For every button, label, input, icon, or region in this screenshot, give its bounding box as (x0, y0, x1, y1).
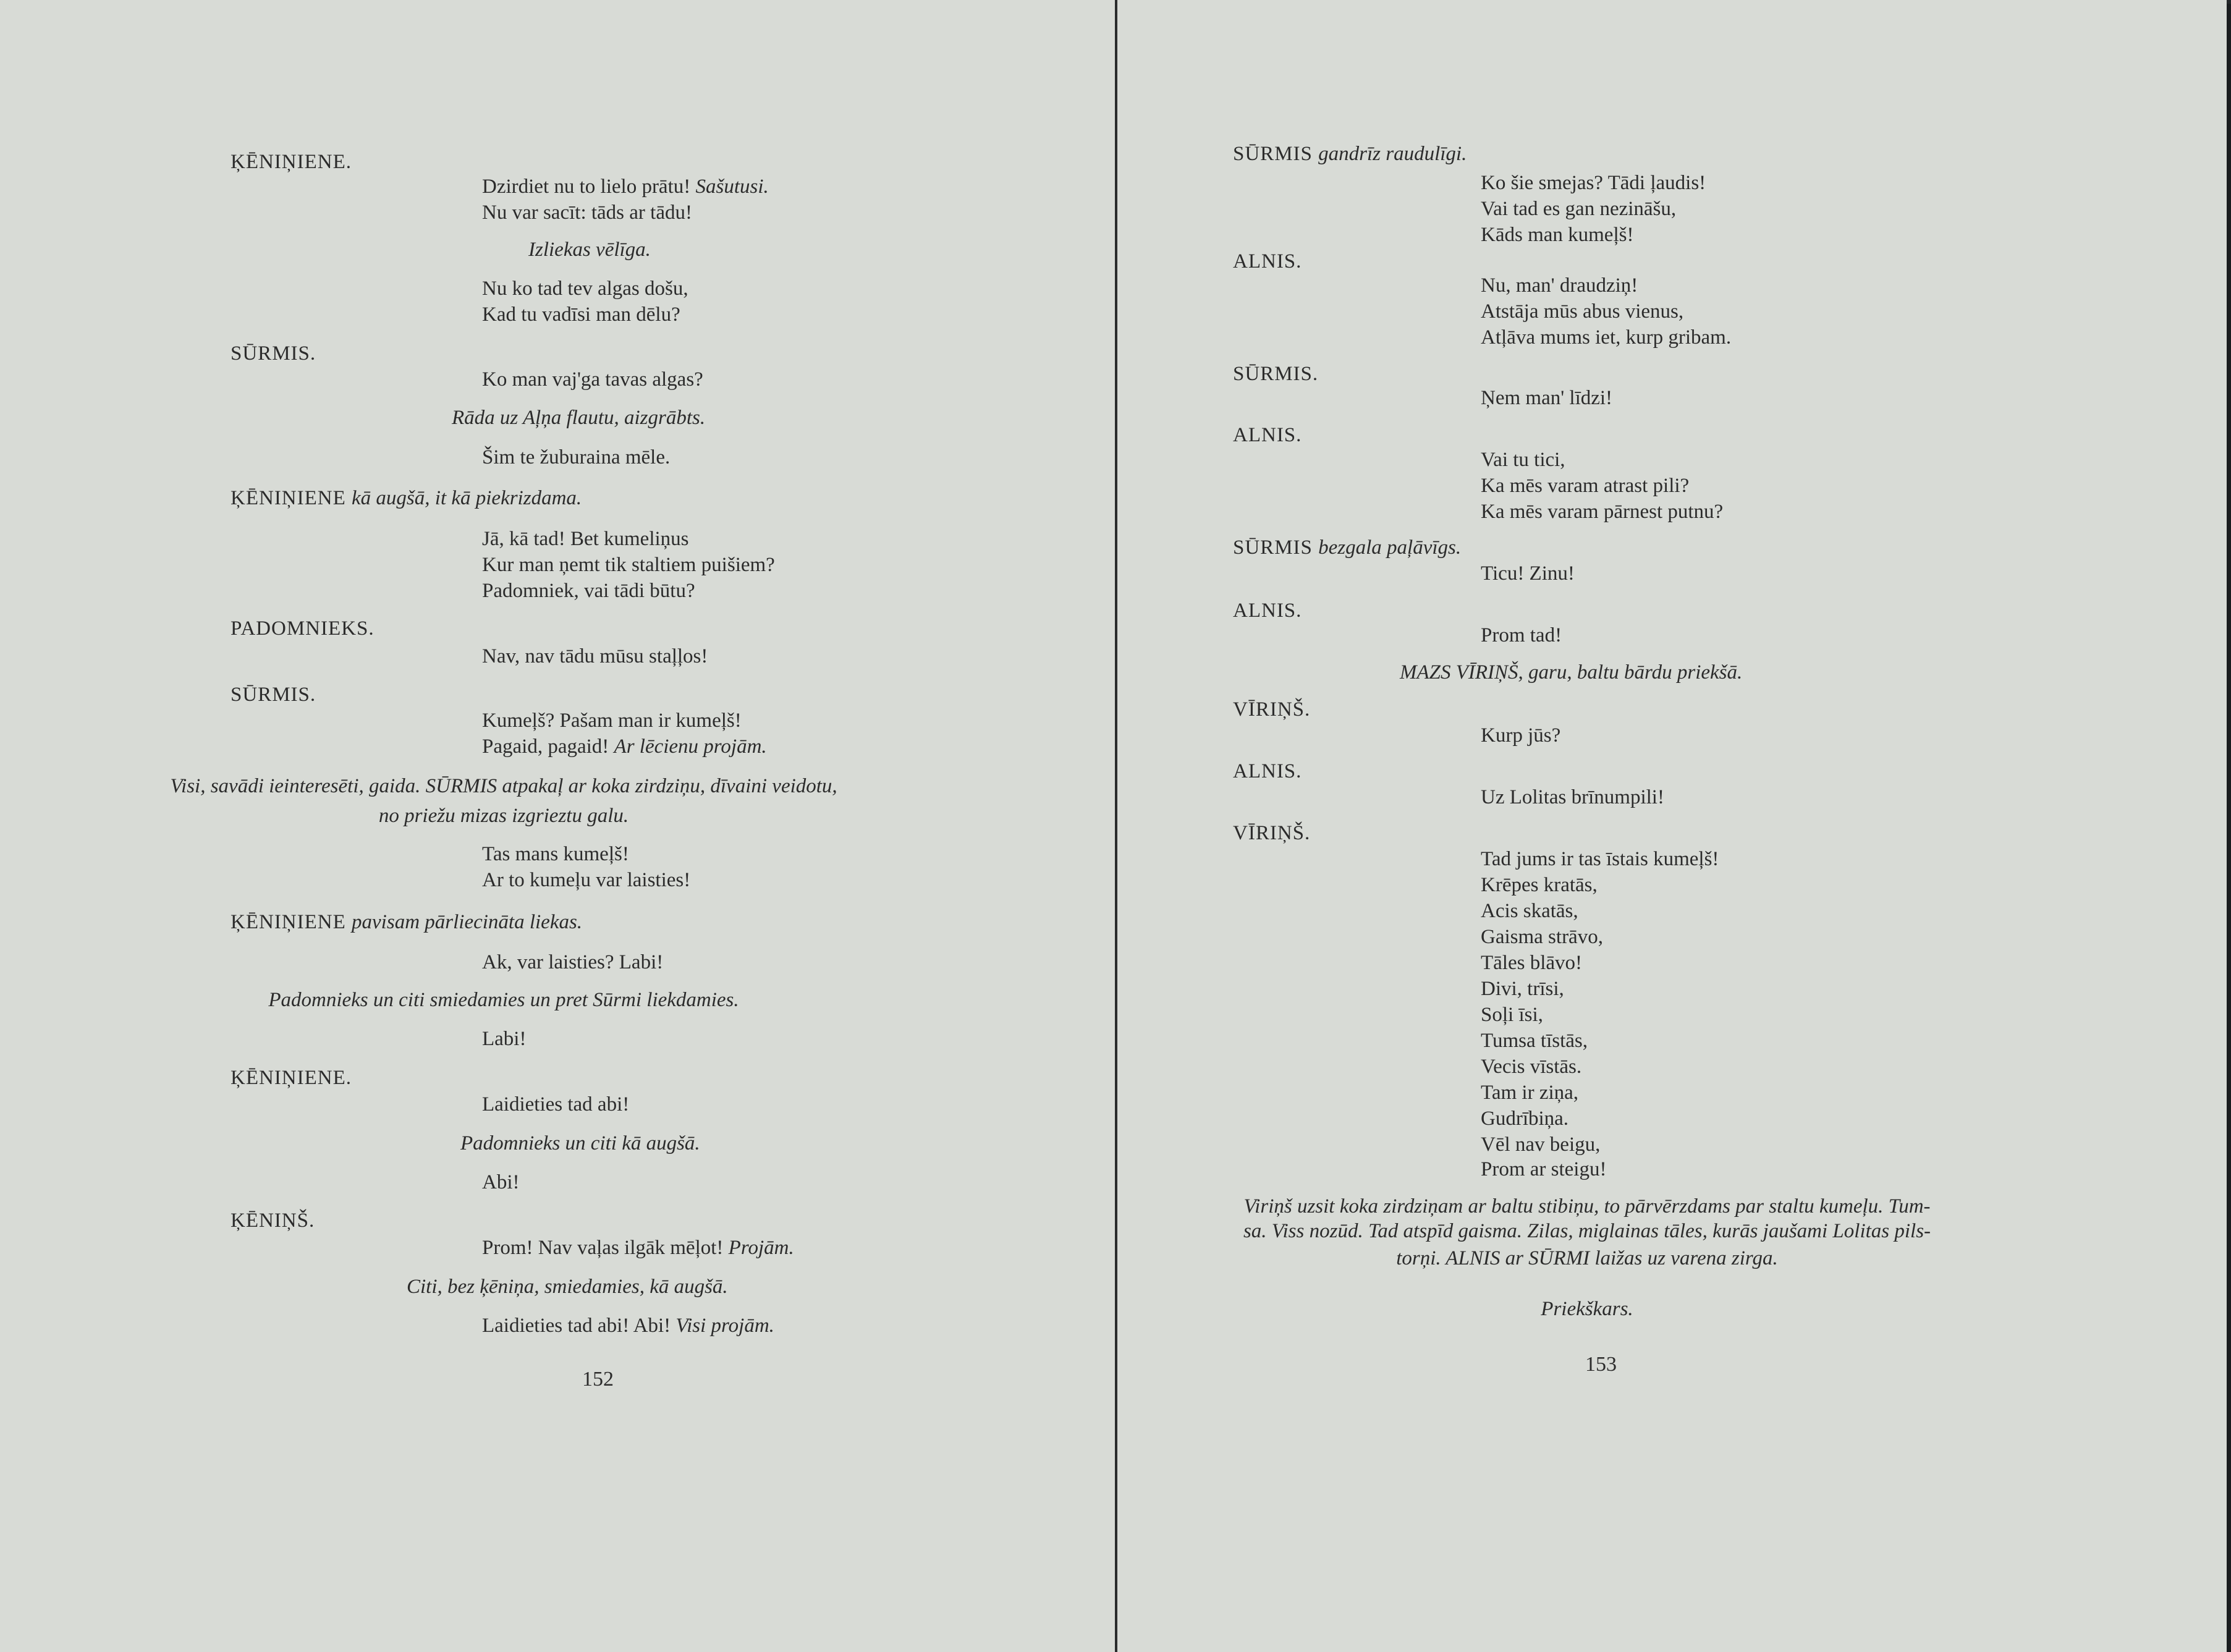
dialogue-line: Kumeļš? Pašam man ir kumeļš! (482, 710, 742, 732)
stage-direction: Ar lēcienu projām. (614, 735, 767, 758)
speaker-label: ĶĒNIŅIENE. (231, 1067, 352, 1089)
speaker-label: ALNIS. (1233, 424, 1302, 446)
stage-direction: Citi, bez ķēniņa, smiedamies, kā augšā. (407, 1276, 728, 1298)
dialogue-line: Ar to kumeļu var laisties! (482, 869, 691, 891)
stage-direction: kā augšā, it kā piekrizdama. (352, 487, 582, 509)
left-page (0, 0, 1115, 1652)
dialogue-line: Tumsa tīstās, (1481, 1030, 1588, 1052)
dialogue-line: Gudrībiņa. (1481, 1108, 1569, 1130)
dialogue-line: Laidieties tad abi! Abi! Visi projām. (482, 1315, 774, 1337)
dialogue-line: Dzirdiet nu to lielo prātu! Sašutusi. (482, 176, 769, 198)
dialogue-line: Atstāja mūs abus vienus, (1481, 300, 1684, 323)
dialogue-line: Prom tad! (1481, 624, 1562, 646)
dialogue-line: Kāds man kumeļš! (1481, 224, 1634, 246)
stage-direction: no priežu mizas izgrieztu galu. (378, 805, 629, 827)
dialogue-line: Ka mēs varam atrast pili? (1481, 475, 1690, 497)
dialogue-line: Labi! (482, 1028, 527, 1050)
dialogue-line: Vecis vīstās. (1481, 1056, 1582, 1078)
dialogue-line: Kurp jūs? (1481, 724, 1561, 747)
curtain-direction: Priekškars. (1541, 1298, 1633, 1320)
dialogue-line: Tāles blāvo! (1481, 952, 1583, 974)
dialogue-line: Nu ko tad tev algas došu, (482, 277, 688, 300)
dialogue-line: Kur man ņemt tik staltiem puišiem? (482, 554, 775, 576)
dialogue-line: Nav, nav tādu mūsu staļļos! (482, 645, 708, 667)
dialogue-line: Tad jums ir tas īstais kumeļš! (1481, 848, 1719, 870)
stage-direction: Padomnieks un citi kā augšā. (460, 1132, 700, 1154)
page-number: 153 (1585, 1353, 1617, 1376)
dialogue-line: Nu var sacīt: tāds ar tādu! (482, 201, 692, 224)
dialogue-line: Laidieties tad abi! (482, 1093, 630, 1116)
speaker-label: VĪRIŅŠ. (1233, 822, 1311, 844)
right-page (1117, 0, 2227, 1652)
speaker-label: ALNIS. (1233, 250, 1302, 273)
stage-direction: pavisam pārliecināta liekas. (352, 911, 583, 933)
speaker-label: ALNIS. (1233, 599, 1302, 622)
speaker-label: ĶĒNIŅIENE (231, 911, 352, 933)
stage-direction: Visi, savādi ieinteresēti, gaida. SŪRMIS atpakaļ ar koka zirdziņu, dīvaini veidotu, (170, 775, 837, 797)
dialogue-line: Atļāva mums iet, kurp gribam. (1481, 326, 1732, 349)
dialogue-line: Acis skatās, (1481, 900, 1578, 922)
dialogue-line: Šim te žuburaina mēle. (482, 446, 671, 468)
dialogue-line: Padomniek, vai tādi būtu? (482, 580, 695, 602)
dialogue-line: Abi! (482, 1171, 520, 1193)
stage-direction: Visi projām. (675, 1315, 774, 1337)
speaker-label: SŪRMIS (1233, 536, 1319, 559)
dialogue-line: Vai tu tici, (1481, 449, 1565, 471)
speaker-label: ĶĒNIŅIENE (231, 487, 352, 509)
dialogue-line: Nu, man' draudziņ! (1481, 274, 1638, 297)
dialogue-line: Ak, var laisties? Labi! (482, 951, 664, 973)
speaker-label: SŪRMIS (1233, 143, 1319, 165)
dialogue-line: Ka mēs varam pārnest putnu? (1481, 501, 1724, 523)
stage-direction: Sašutusi. (695, 176, 769, 198)
stage-direction: Viriņš uzsit koka zirdziņam ar baltu stibiņu, to pārvērzdams par staltu kumeļu. Tum- (1243, 1195, 1931, 1218)
speaker-line (1233, 142, 1467, 166)
speaker-label: VĪRIŅŠ. (1233, 698, 1311, 721)
dialogue-line: Prom ar steigu! (1481, 1158, 1607, 1180)
speaker-label: ALNIS. (1233, 760, 1302, 782)
dialogue-line: Ko šie smejas? Tādi ļaudis! (1481, 172, 1706, 194)
dialogue-line: Ņem man' līdzi! (1481, 387, 1613, 409)
speaker-line (231, 486, 582, 510)
dialogue-line: Vēl nav beigu, (1481, 1133, 1601, 1156)
dialogue-line: Gaisma strāvo, (1481, 926, 1603, 948)
speaker-line (231, 910, 582, 934)
speaker-label: ĶĒNIŅŠ. (231, 1209, 315, 1232)
dialogue-line: Tas mans kumeļš! (482, 843, 629, 865)
stage-direction: torņi. ALNIS ar SŪRMI laižas uz varena zirga. (1396, 1247, 1778, 1269)
dialogue-line: Jā, kā tad! Bet kumeliņus (482, 528, 689, 550)
dialogue-line: Uz Lolitas brīnumpili! (1481, 786, 1664, 808)
stage-direction: Izliekas vēlīga. (528, 239, 651, 261)
speaker-label: ĶĒNIŅIENE. (231, 151, 352, 173)
dialogue-line: Vai tad es gan nezināšu, (1481, 198, 1677, 220)
page-number: 152 (582, 1368, 614, 1391)
dialogue-line: Pagaid, pagaid! Ar lēcienu projām. (482, 735, 767, 758)
dialogue-line: Krēpes kratās, (1481, 874, 1598, 896)
speaker-label: PADOMNIEKS. (231, 617, 375, 640)
stage-direction: bezgala paļāvīgs. (1318, 536, 1462, 559)
stage-direction: sa. Viss nozūd. Tad atspīd gaisma. Zilas, miglainas tāles, kurās jaušami Lolitas pils- (1243, 1220, 1931, 1242)
stage-direction: Projām. (728, 1237, 794, 1259)
dialogue-line: Prom! Nav vaļas ilgāk mēļot! Projām. (482, 1237, 794, 1259)
speaker-line (1233, 535, 1461, 560)
stage-direction: Padomnieks un citi smiedamies un pret Sūrmi liekdamies. (268, 989, 739, 1011)
dialogue-line: Kad tu vadīsi man dēlu? (482, 303, 680, 326)
dialogue-line: Tam ir ziņa, (1481, 1082, 1579, 1104)
speaker-label: SŪRMIS. (231, 684, 316, 706)
stage-direction: gandrīz raudulīgi. (1318, 143, 1467, 165)
dialogue-line: Ko man vaj'ga tavas algas? (482, 368, 703, 391)
speaker-label: SŪRMIS. (231, 342, 316, 365)
speaker-label: SŪRMIS. (1233, 363, 1319, 385)
dialogue-line: Ticu! Zinu! (1481, 562, 1575, 585)
dialogue-line: Soļi īsi, (1481, 1004, 1543, 1026)
dialogue-line: Divi, trīsi, (1481, 978, 1564, 1000)
stage-direction: MAZS VĪRIŅŠ, garu, baltu bārdu priekšā. (1400, 661, 1743, 684)
stage-direction: Rāda uz Aļņa flautu, aizgrābts. (452, 407, 706, 429)
